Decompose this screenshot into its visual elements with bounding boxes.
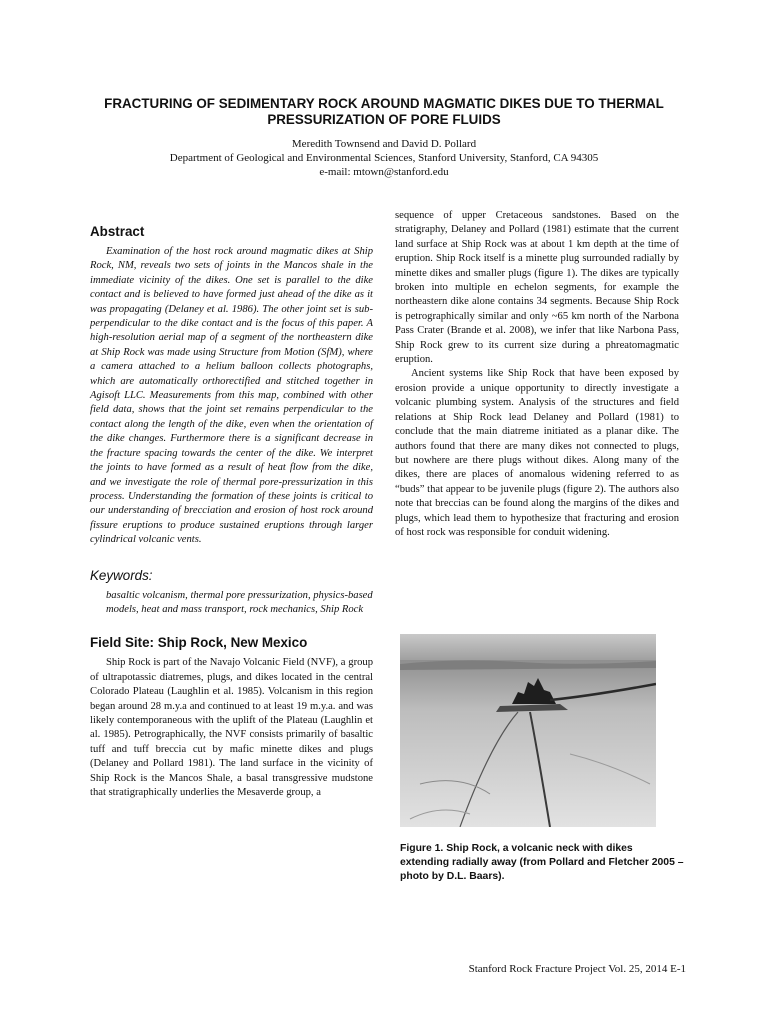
affiliation: Department of Geological and Environmental Sciences, Stanford University, Stanford, CA 94305 bbox=[169, 152, 599, 164]
keywords-text: basaltic volcanism, thermal pore pressurization, physics-based models, heat and mass transport, rock mechanics, Ship Rock bbox=[106, 589, 373, 615]
abstract-text: Examination of the host rock around magmatic dikes at Ship Rock, NM, reveals two sets of joints in the Mancos shale in the immediate vicinity of the dikes. One set is parallel to the dike contact and is believed to have formed just ahead of the dike as it was propagating (Delaney et al. 1986). The other joint set is sub-perpendicular to the dike contact and is the focus of this paper. A high-resolution aerial map of a segment of the northeastern dike at Ship Rock was made using Structure from Motion (SfM), where a camera attached to a helium balloon collects photographs, which are automatically orthorectified and stitched together in Agisoft LLC. Measurements from this map, combined with other field data, shows that the joint set remains perpendicular to the contact along the length of the dike, even when the orientation of the dike changes. Furthermore there is a significant decrease in the fracture spacing towards the center of the dike. We interpret the joints to have formed as a result of heat flow from the dike, and we investigate the role of thermal pore-pressurization in this process. Understanding the formation of these joints is critical to our understanding of brecciation and erosion of host rock around fissure eruptions to produce sustained eruptions through larger cylindrical volcanic vents. bbox=[90, 246, 373, 546]
field-site-heading: Field Site: Ship Rock, New Mexico bbox=[90, 635, 308, 651]
authors: Meredith Townsend and David D. Pollard bbox=[291, 138, 477, 150]
paper-title: FRACTURING OF SEDIMENTARY ROCK AROUND MAGMATIC DIKES DUE TO THERMAL PRESSURIZATION OF PORE FLUIDS bbox=[104, 96, 664, 127]
left-column bbox=[90, 224, 373, 800]
figure-1-caption: Figure 1. Ship Rock, a volcanic neck with dikes extending radially away (from Pollard and Fletcher 2005 – photo by D.L. Baars). bbox=[400, 843, 684, 882]
right-column bbox=[395, 209, 679, 540]
ship-rock-photo-illustration bbox=[400, 634, 656, 827]
email: e-mail: mtown@stanford.edu bbox=[319, 166, 449, 178]
author-block bbox=[80, 137, 688, 179]
keywords-heading: Keywords: bbox=[90, 567, 153, 583]
figure-1-photo bbox=[400, 634, 656, 827]
field-site-paragraph-1-continued: sequence of upper Cretaceous sandstones. Based on the stratigraphy, Delaney and Pollard (1981) estimate that the current land surface at Ship Rock was at about 1 km depth at the time of eruption. Ship Rock itself is a minette plug surrounded radially by minette dikes and smaller plugs (figure 1). The dikes are typically broken into multiple en echelon segments, for example the northeastern dike alone contains 34 segments. Because Ship Rock is petrographically similar and only ~65 km north of the Narbona Pass Crater (Brande et al. 2008), we infer that like Narbona Pass, Ship Rock grew to its current size during a phreatomagmatic eruption. bbox=[395, 210, 679, 366]
field-site-paragraph-1: Ship Rock is part of the Navajo Volcanic Field (NVF), a group of ultrapotassic diatremes, plugs, and dikes located in the central Colorado Plateau (Laughlin et al. 1985). Volcanism in this region began around 28 m.y.a and continued to at least 19 m.y.a. and was likely contemporaneous with the uplift of the Plateau (Laughlin et al. 1985). Petrographically, the NVF consists primarily of basaltic tuff and tuff breccia cut by mafic minette dikes and plugs (Delaney and Pollard 1981). The land surface in the vicinity of Ship Rock is the Mancos Shale, a basal transgressive mudstone that stratigraphically underlies the Mesaverde group, a bbox=[90, 657, 373, 798]
page-footer: Stanford Rock Fracture Project Vol. 25, 2014 E-1 bbox=[468, 963, 686, 975]
abstract-heading: Abstract bbox=[90, 224, 145, 239]
field-site-paragraph-2: Ancient systems like Ship Rock that have been exposed by erosion provide a unique opportunity to directly investigate a volcanic plumbing system. Analysis of the structures and field relations at Ship Rock lead Delaney and Pollard (1981) to conclude that the main diatreme initiated as a planar dike. The authors found that there are many dikes not connected to plugs, but nowhere are there plugs without dikes. Along many of the dikes, there are places of anomalous widening referred to as “buds” that appear to be juvenile plugs (figure 2). The authors also note that breccias can be found along the margins of the dikes and plugs, which lead them to hypothesize that fracturing and erosion of host rock was responsible for conduit widening. bbox=[395, 368, 679, 538]
